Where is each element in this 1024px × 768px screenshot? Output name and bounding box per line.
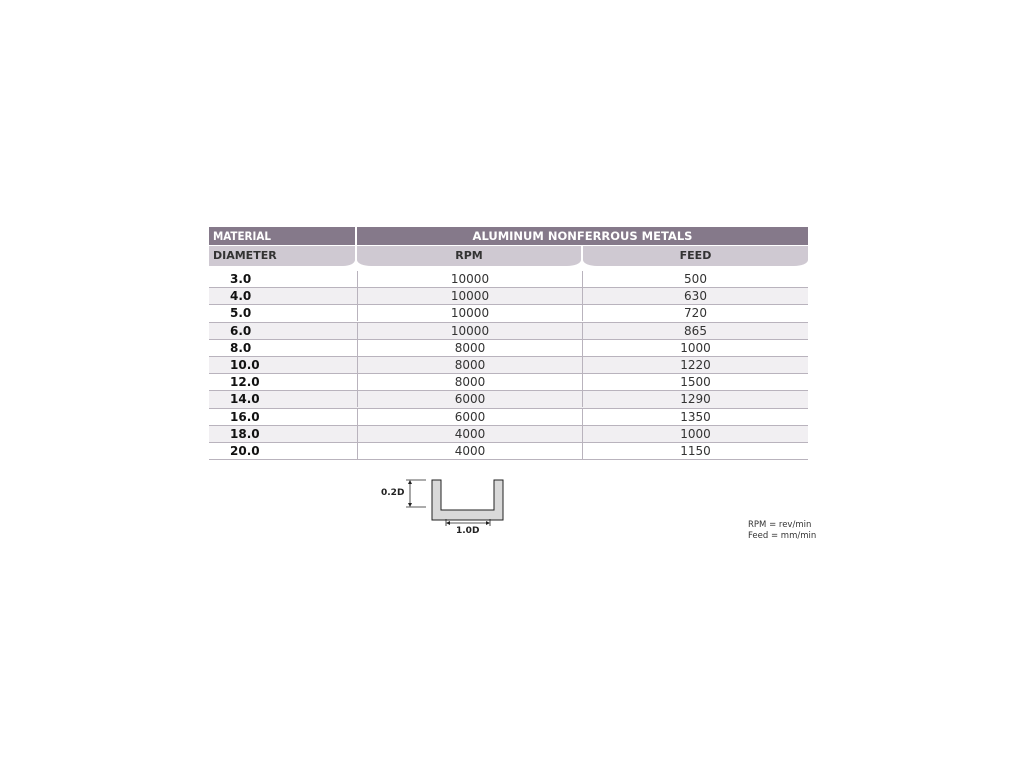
diameter-cell: 16.0	[230, 409, 260, 424]
rpm-cell: 10000	[357, 305, 583, 321]
rpm-cell: 10000	[357, 323, 583, 339]
material-group-header: ALUMINUM NONFERROUS METALS	[357, 227, 808, 245]
rpm-cell: 8000	[357, 374, 583, 390]
depth-dimension-label: 0.2D	[381, 488, 405, 498]
slot-profile-graphic	[376, 474, 506, 542]
feed-cell: 1150	[680, 443, 711, 458]
feed-cell: 1220	[680, 357, 711, 372]
diameter-cell: 4.0	[230, 289, 252, 304]
table-body	[209, 271, 808, 460]
table-row	[209, 409, 808, 426]
slot-diagram	[376, 474, 506, 542]
diameter-cell: 12.0	[230, 375, 260, 390]
feed-cell: 1000	[680, 340, 711, 355]
feed-cell: 720	[684, 306, 707, 321]
diameter-cell: 20.0	[230, 443, 260, 458]
diameter-cell: 18.0	[230, 426, 260, 441]
rpm-cell: 8000	[357, 340, 583, 356]
table-row	[209, 391, 808, 408]
feed-cell: 1290	[680, 392, 711, 407]
diameter-cell: 6.0	[230, 323, 252, 338]
table-row	[209, 374, 808, 391]
column-header-row	[209, 246, 808, 266]
rpm-cell: 8000	[357, 357, 583, 373]
rpm-column-header: RPM	[357, 246, 581, 266]
feed-cell: 865	[684, 323, 707, 338]
feed-cell: 1500	[680, 375, 711, 390]
table-row	[209, 288, 808, 305]
rpm-cell: 6000	[357, 409, 583, 425]
rpm-cell: 10000	[357, 288, 583, 304]
diameter-cell: 5.0	[230, 306, 252, 321]
material-header: MATERIAL	[209, 227, 355, 245]
width-dimension-label: 1.0D	[456, 526, 480, 536]
table-row	[209, 323, 808, 340]
rpm-cell: 6000	[357, 391, 583, 407]
rpm-unit-note: RPM = rev/min	[748, 520, 812, 530]
feed-unit-note: Feed = mm/min	[748, 531, 817, 541]
diameter-cell: 8.0	[230, 340, 252, 355]
table-row	[209, 271, 808, 288]
table-row	[209, 426, 808, 443]
feed-cell: 500	[684, 272, 707, 286]
feed-cell: 1350	[680, 409, 711, 424]
table-header-row	[209, 227, 808, 245]
diameter-column-header: DIAMETER	[209, 246, 355, 266]
rpm-cell: 10000	[357, 271, 583, 287]
table-row	[209, 357, 808, 374]
diameter-cell: 14.0	[230, 392, 260, 407]
units-legend	[748, 520, 816, 542]
diameter-cell: 3.0	[230, 272, 252, 286]
table-row	[209, 443, 808, 460]
rpm-cell: 4000	[357, 426, 583, 442]
feed-cell: 630	[684, 289, 707, 304]
diameter-cell: 10.0	[230, 357, 260, 372]
feed-cell: 1000	[680, 426, 711, 441]
rpm-cell: 4000	[357, 443, 583, 459]
table-row	[209, 305, 808, 322]
table-row	[209, 340, 808, 357]
feed-column-header: FEED	[583, 246, 808, 266]
